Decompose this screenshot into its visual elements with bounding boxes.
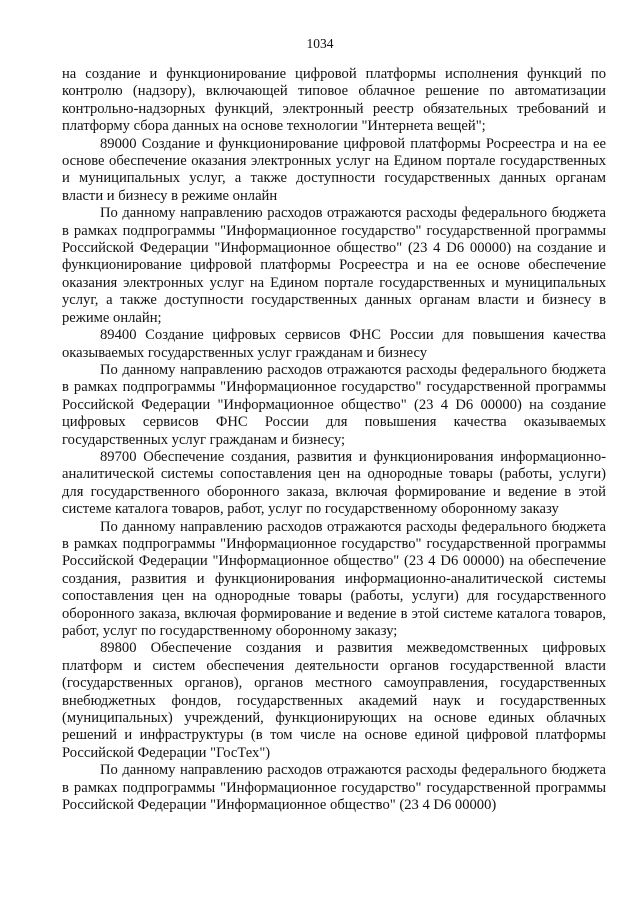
paragraph-89700-description: По данному направлению расходов отражаются расходы федерального бюджета в рамках подпрограммы "Информационное государство" государственной программы Российской Федерации "Информационное общество" (23 4 D6 00000) на обеспечение создания, развития и функционирования информационно-аналитической системы сопоставления цен на однородные товары (работы, услуги) для государственного оборонного заказа, включая формирование и ведение в этой системе каталога товаров, работ, услуг по государственному оборонному заказу;	[62, 518, 606, 639]
heading-89400: 89400 Создание цифровых сервисов ФНС России для повышения качества оказываемых государственных услуг гражданам и бизнесу	[62, 327, 606, 361]
paragraph-89800-description: По данному направлению расходов отражаются расходы федерального бюджета в рамках подпрограммы "Информационное государство" государственной программы Российской Федерации "Информационное общество" (23 4 D6 00000)	[62, 762, 606, 814]
document-body	[62, 66, 606, 814]
heading-89000: 89000 Создание и функционирование цифровой платформы Росреестра и на ее основе обеспечение оказания электронных услуг на Едином портале государственных и муниципальных услуг, а также доступности государственных данных органам власти и бизнесу в режиме онлайн	[62, 135, 606, 204]
page-number: 1034	[306, 36, 334, 51]
paragraph-89000-description: По данному направлению расходов отражаются расходы федерального бюджета в рамках подпрограммы "Информационное государство" государственной программы Российской Федерации "Информационное общество" (23 4 D6 00000) на создание и функционирование цифровой платформы Росреестра и на ее основе обеспечение оказания электронных услуг на Едином портале государственных и муниципальных услуг, а также доступности государственных данных органам власти и бизнесу в режиме онлайн;	[62, 205, 606, 326]
heading-89700: 89700 Обеспечение создания, развития и функционирования информационно-аналитической системы сопоставления цен на однородные товары (работы, услуги) для государственного оборонного заказа, включая формирование и ведение в этой системе каталога товаров, работ, услуг по государственному оборонному заказу	[62, 448, 606, 518]
paragraph-continuation: на создание и функционирование цифровой платформы исполнения функций по контролю (надзору), включающей типовое облачное решение по автоматизации контрольно-надзорных функций, электронный реестр обязательных требований и платформу сбора данных на основе технологии "Интернета вещей";	[62, 66, 606, 135]
heading-89800: 89800 Обеспечение создания и развития межведомственных цифровых платформ и систем обеспечения деятельности органов государственной власти (государственных органов), органов местного самоуправления, государственных внебюджетных фондов, государственных академий наук и государственных (муниципальных) учреждений, функционирующих на основе единых облачных решений и инфраструктуры (в том числе на основе единой цифровой платформы Российской Федерации "ГосТех")	[62, 640, 606, 761]
paragraph-89400-description: По данному направлению расходов отражаются расходы федерального бюджета в рамках подпрограммы "Информационное государство" государственной программы Российской Федерации "Информационное общество" (23 4 D6 00000) на создание цифровых сервисов ФНС России для повышения качества оказываемых государственных услуг гражданам и бизнесу;	[62, 361, 606, 448]
